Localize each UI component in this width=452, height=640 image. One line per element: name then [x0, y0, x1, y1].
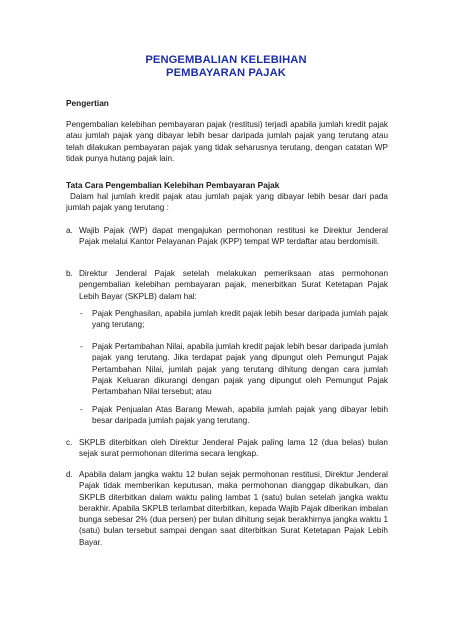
- list-item-label: d.: [66, 470, 73, 479]
- section-heading-tata-cara: Tata Cara Pengembalian Kelebihan Pembayaran Pajak: [66, 180, 280, 190]
- list-item-a: [66, 225, 388, 248]
- list-item-text: Wajib Pajak (WP) dapat mengajukan permohonan restitusi ke Direktur Jenderal Pajak melalui Kantor Pelayanan Pajak (KPP) tempat WP terdaftar atau berdomisili.: [79, 226, 388, 247]
- sub-item-text: Pajak Penghasilan, apabila jumlah kredit pajak lebih besar daripada jumlah pajak yang terutang;: [92, 309, 388, 330]
- list-item-c: [66, 437, 388, 460]
- tata-cara-intro: Dalam hal jumlah kredit pajak atau jumlah pajak yang dibayar lebih besar dari pada jumlah pajak yang terutang :: [66, 192, 388, 213]
- pengertian-paragraph: Pengembalian kelebihan pembayaran pajak (restitusi) terjadi apabila jumlah kredit pajak atau jumlah pajak yang dibayar lebih besar daripada jumlah pajak yang terutang atau telah dilakukan pembayaran pajak yang tidak seharusnya terutang, dengan catatan WP tidak punya hutang pajak lain.: [66, 120, 388, 163]
- sub-item-text: Pajak Pertambahan Nilai, apabila jumlah kredit pajak lebih besar daripada jumlah pajak yang terutang. Jika terdapat pajak yang dipungut oleh Pemungut Pajak Pertambahan Nilai, jumlah pajak yang terutang dihitung dengan cara jumlah Pajak Keluaran dikurangi dengan pajak yang dipungut oleh Pemungut Pajak Pertambahan Nilai tersebut; atau: [92, 342, 388, 397]
- sub-item-ppnbm: [80, 404, 388, 427]
- sub-item-text: Pajak Penjualan Atas Barang Mewah, apabila jumlah pajak yang dibayar lebih besar daripada jumlah pajak yang terutang.: [92, 405, 388, 426]
- list-item-d: [66, 469, 388, 548]
- list-item-text: Apabila dalam jangka waktu 12 bulan sejak permohonan restitusi, Direktur Jenderal Pajak tidak memberikan keputusan, maka permohonan dianggap dikabulkan, dan SKPLB diterbitkan dalam waktu paling lambat 1 (satu) bulan setelah jangka waktu berakhir. Apabila SKPLB terlambat diterbitkan, kepada Wajib Pajak diberikan imbalan bunga sebesar 2% (dua persen) per bulan dihitung sejak berakhirnya jangka waktu 1 (satu) bulan tersebut sampai dengan saat diterbitkan Surat Ketetapan Pajak Lebih Bayar.: [79, 470, 388, 547]
- sub-item-dash: -: [80, 405, 83, 414]
- list-item-text: SKPLB diterbitkan oleh Direktur Jenderal Pajak paling lama 12 (dua belas) bulan sejak surat permohonan diterima secara lengkap.: [79, 438, 388, 459]
- sub-item-ppn: [80, 341, 388, 397]
- list-item-label: a.: [66, 226, 73, 235]
- sub-item-dash: -: [80, 309, 83, 318]
- sub-item-dash: -: [80, 342, 83, 351]
- list-item-label: b.: [66, 269, 73, 278]
- section-heading-pengertian: Pengertian: [66, 98, 109, 108]
- document-title-line1: PENGEMBALIAN KELEBIHAN: [145, 54, 307, 66]
- list-item-b: [66, 268, 388, 302]
- list-item-label: c.: [66, 438, 73, 447]
- sub-item-pph: [80, 308, 388, 331]
- document-title-line2: PEMBAYARAN PAJAK: [166, 67, 286, 79]
- list-item-text: Direktur Jenderal Pajak setelah melakukan pemeriksaan atas permohonan pengembalian kelebihan pembayaran pajak, menerbitkan Surat Ketetapan Pajak Lebih Bayar (SKPLB) dalam hal:: [79, 269, 388, 301]
